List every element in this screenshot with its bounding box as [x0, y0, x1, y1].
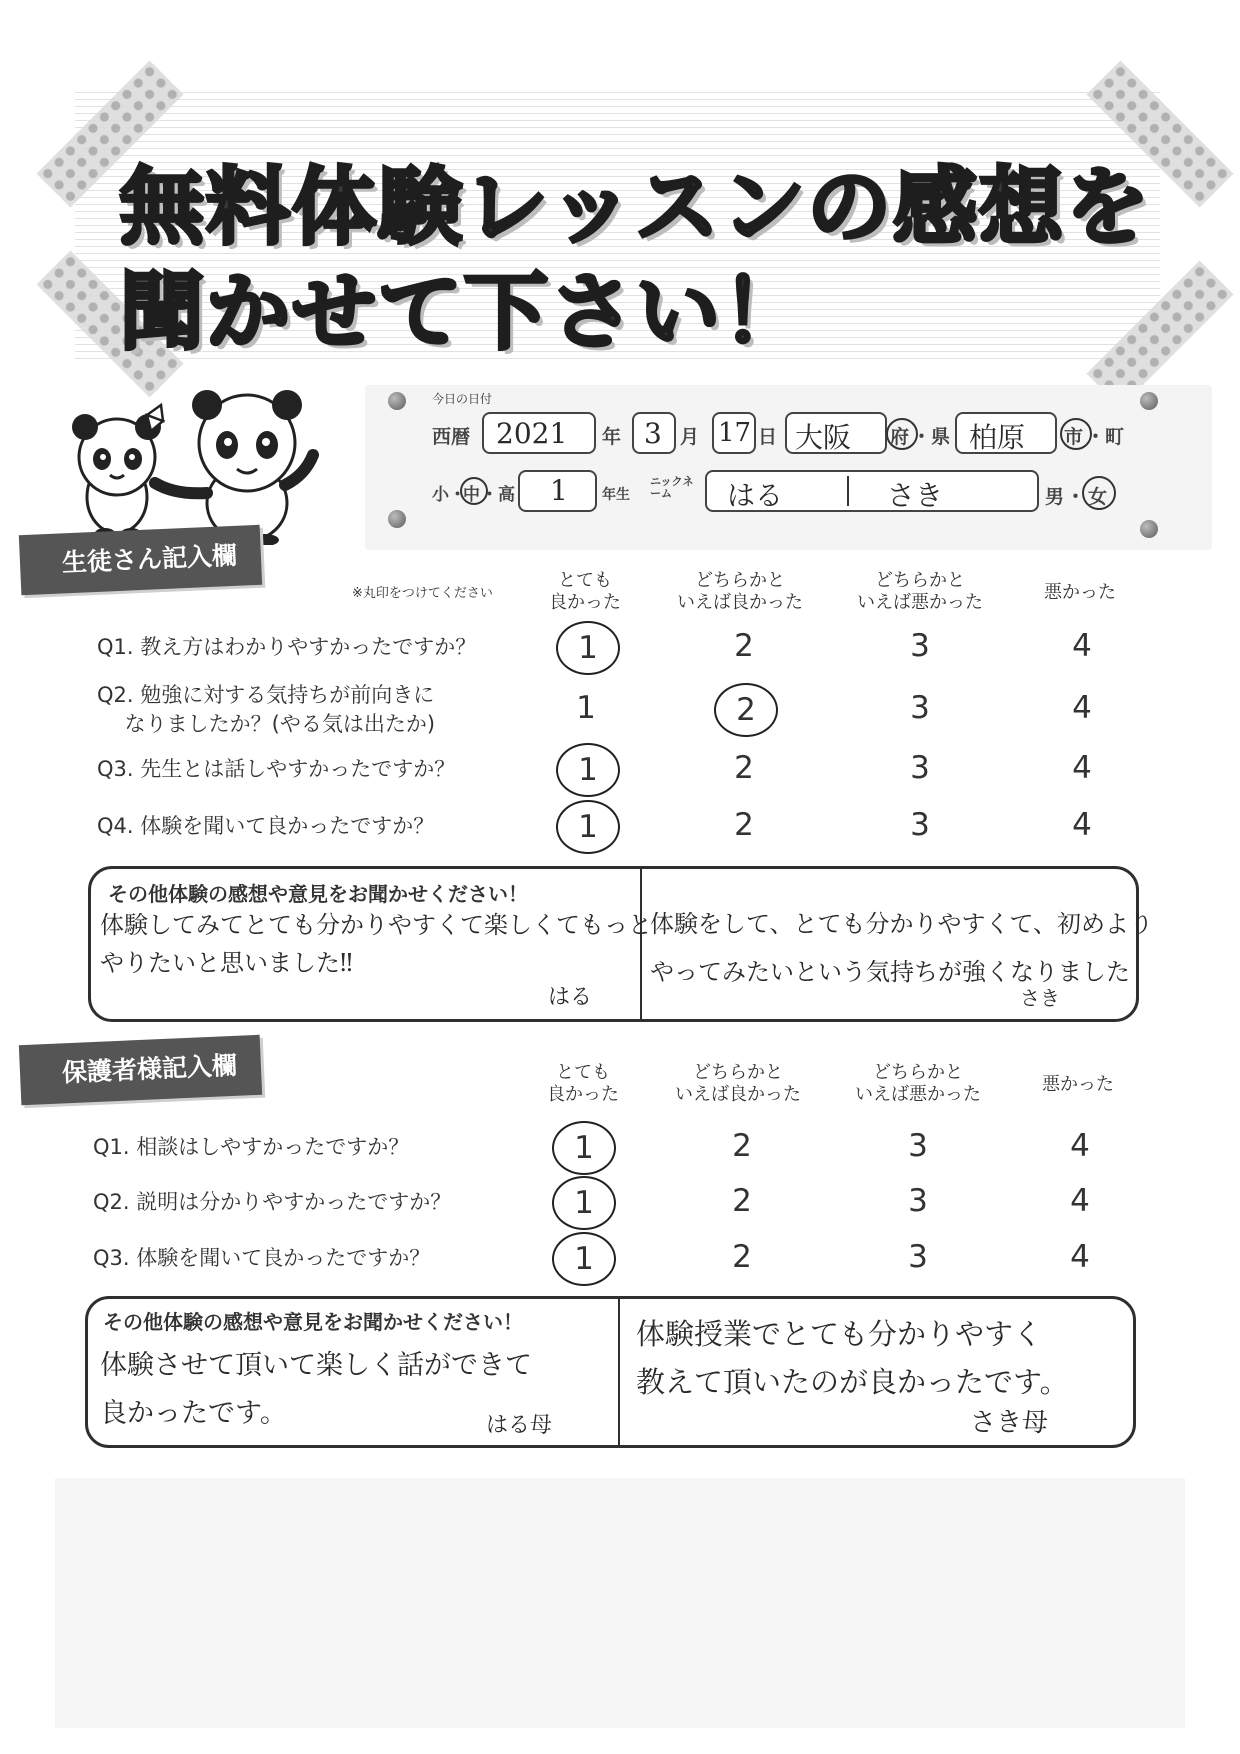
rating-option-4[interactable]: 4 — [1070, 1239, 1090, 1275]
prefecture-field[interactable] — [785, 412, 887, 454]
student-comment-right[interactable]: 体験をして、とても分かりやすくて、初めより やってみたいという気持ちが強くなりました — [650, 910, 1154, 986]
rating-option-4[interactable]: 4 — [1072, 690, 1092, 726]
rating-option-3[interactable]: 3 — [908, 1239, 928, 1275]
rating-option-2[interactable]: 2 — [732, 1183, 752, 1219]
panda-illustration — [55, 375, 355, 545]
rating-option-4[interactable]: 4 — [1070, 1183, 1090, 1219]
city-option-machi[interactable]: ・町 — [1086, 426, 1125, 448]
question-text: Q1. 相談はしやすかったですか？ — [93, 1135, 410, 1159]
rating-option-1[interactable]: 1 — [552, 1176, 616, 1230]
rating-option-1[interactable]: 1 — [552, 1121, 616, 1175]
rating-option-1[interactable]: 1 — [556, 743, 620, 797]
page-title-line1: 無料体験レッスンの感想を — [120, 158, 1152, 256]
question-text: Q2. 説明は分かりやすかったですか？ — [93, 1190, 452, 1214]
parent-comment-right[interactable]: 体験授業でとても分かりやすく 教えて頂いたのが良かったです。 — [636, 1317, 1069, 1399]
rating-option-1[interactable]: 1 — [556, 800, 620, 854]
rating-option-3[interactable]: 3 — [908, 1183, 928, 1219]
rating-option-2[interactable]: 2 — [732, 1239, 752, 1275]
school-level-separator: ・ — [449, 485, 466, 505]
student-comment-prompt: その他体験の感想や意見をお聞かせください！ — [108, 882, 528, 906]
gender-option-male[interactable]: 男 — [1045, 486, 1065, 508]
blank-area — [55, 1478, 1185, 1728]
rating-option-3[interactable]: 3 — [908, 1128, 928, 1164]
question-text: Q2. 勉強に対する気持ちが前向きに なりましたか？(やる気は出たか) — [97, 683, 436, 736]
pin-icon — [1140, 392, 1158, 410]
rating-option-2[interactable]: 2 — [734, 628, 754, 664]
year-unit: 年 — [602, 426, 622, 448]
city-option-shi[interactable]: 市 — [1064, 426, 1084, 448]
parent-comment-left-signature: はる母 — [486, 1413, 553, 1438]
question-text: Q4. 体験を聞いて良かったですか？ — [97, 814, 435, 838]
pin-icon — [388, 510, 406, 528]
student-comment-left[interactable]: 体験してみてとても分かりやすくて楽しくてもっと やりたいと思いました‼ — [100, 911, 652, 977]
large-panda-icon — [155, 390, 313, 545]
column-header-bad: 悪かった — [1044, 582, 1116, 603]
grade-value: 1 — [550, 474, 568, 507]
prefecture-option-fu[interactable]: 府 — [890, 426, 910, 448]
rating-option-2[interactable]: 2 — [714, 683, 778, 737]
grade-unit: 年生 — [602, 487, 630, 503]
column-header-rather-good: どちらかと いえば良かった — [677, 570, 803, 613]
rating-option-4[interactable]: 4 — [1070, 1128, 1090, 1164]
student-comment-left-signature: はる — [548, 985, 593, 1010]
column-header-very-good: とても 良かった — [549, 570, 621, 613]
nickname-2: さき — [887, 479, 944, 512]
rating-option-3[interactable]: 3 — [910, 807, 930, 843]
gender-option-female[interactable]: 女 — [1088, 486, 1108, 508]
month-unit: 月 — [680, 426, 700, 448]
gender-separator: ・ — [1066, 486, 1086, 508]
student-comment-right-signature: さき — [1020, 986, 1060, 1010]
day-value: 17 — [718, 418, 752, 448]
page-title-line2: 聞かせて下さい！ — [120, 263, 809, 361]
question-text: Q1. 教え方はわかりやすかったですか？ — [97, 635, 477, 659]
parent-comment-left[interactable]: 体験させて頂いて楽しく話ができて 良かったです。 — [100, 1350, 532, 1429]
rating-option-1[interactable]: 1 — [576, 690, 596, 726]
small-panda-icon — [72, 405, 163, 542]
school-level-elementary[interactable]: 小 — [432, 485, 449, 505]
comment-divider — [618, 1296, 620, 1445]
column-header-bad: 悪かった — [1042, 1074, 1114, 1095]
question-text: Q3. 体験を聞いて良かったですか？ — [93, 1246, 431, 1270]
prefecture-option-ken[interactable]: ・県 — [912, 426, 951, 448]
column-header-rather-bad: どちらかと いえば悪かった — [855, 1062, 981, 1105]
column-header-rather-good: どちらかと いえば良かった — [675, 1062, 801, 1105]
day-field[interactable] — [712, 412, 756, 454]
school-level-high[interactable]: ・高 — [481, 485, 515, 505]
rating-option-3[interactable]: 3 — [910, 628, 930, 664]
year-value: 2021 — [496, 417, 568, 450]
month-value: 3 — [644, 417, 662, 450]
year-field[interactable] — [482, 412, 596, 454]
today-label: 今日の日付 — [432, 392, 493, 406]
rating-option-3[interactable]: 3 — [910, 750, 930, 786]
school-level-junior[interactable]: 中 — [463, 485, 480, 505]
info-card — [365, 385, 1212, 550]
column-header-very-good: とても 良かった — [547, 1062, 619, 1105]
rating-option-1[interactable]: 1 — [552, 1232, 616, 1286]
rating-option-2[interactable]: 2 — [732, 1128, 752, 1164]
nickname-label: ニックネーム — [650, 475, 694, 500]
pin-icon — [1140, 520, 1158, 538]
prefecture-value: 大阪 — [795, 421, 852, 454]
question-text: Q3. 先生とは話しやすかったですか？ — [97, 757, 456, 781]
city-field[interactable] — [955, 412, 1057, 454]
parent-comment-prompt: その他体験の感想や意見をお聞かせください！ — [103, 1310, 523, 1334]
rating-option-3[interactable]: 3 — [910, 690, 930, 726]
nickname-divider — [847, 476, 849, 506]
day-unit: 日 — [758, 426, 778, 448]
nickname-field[interactable] — [705, 470, 1039, 512]
column-header-rather-bad: どちらかと いえば悪かった — [857, 570, 983, 613]
parent-comment-right-signature: さき母 — [970, 1408, 1049, 1438]
pin-icon — [388, 392, 406, 410]
rating-option-2[interactable]: 2 — [734, 807, 754, 843]
month-field[interactable] — [632, 412, 676, 454]
rating-option-1[interactable]: 1 — [556, 621, 620, 675]
rating-option-4[interactable]: 4 — [1072, 628, 1092, 664]
rating-option-2[interactable]: 2 — [734, 750, 754, 786]
parent-section-label: 保護者様記入欄 — [19, 1035, 262, 1105]
rating-option-4[interactable]: 4 — [1072, 750, 1092, 786]
nickname-1: はる — [727, 479, 784, 512]
rating-option-4[interactable]: 4 — [1072, 807, 1092, 843]
student-section-label: 生徒さん記入欄 — [19, 525, 262, 595]
era-label: 西暦 — [432, 426, 471, 448]
circle-instruction: ※丸印をつけてください — [352, 586, 493, 601]
city-value: 柏原 — [969, 421, 1026, 454]
grade-field[interactable] — [518, 470, 597, 512]
